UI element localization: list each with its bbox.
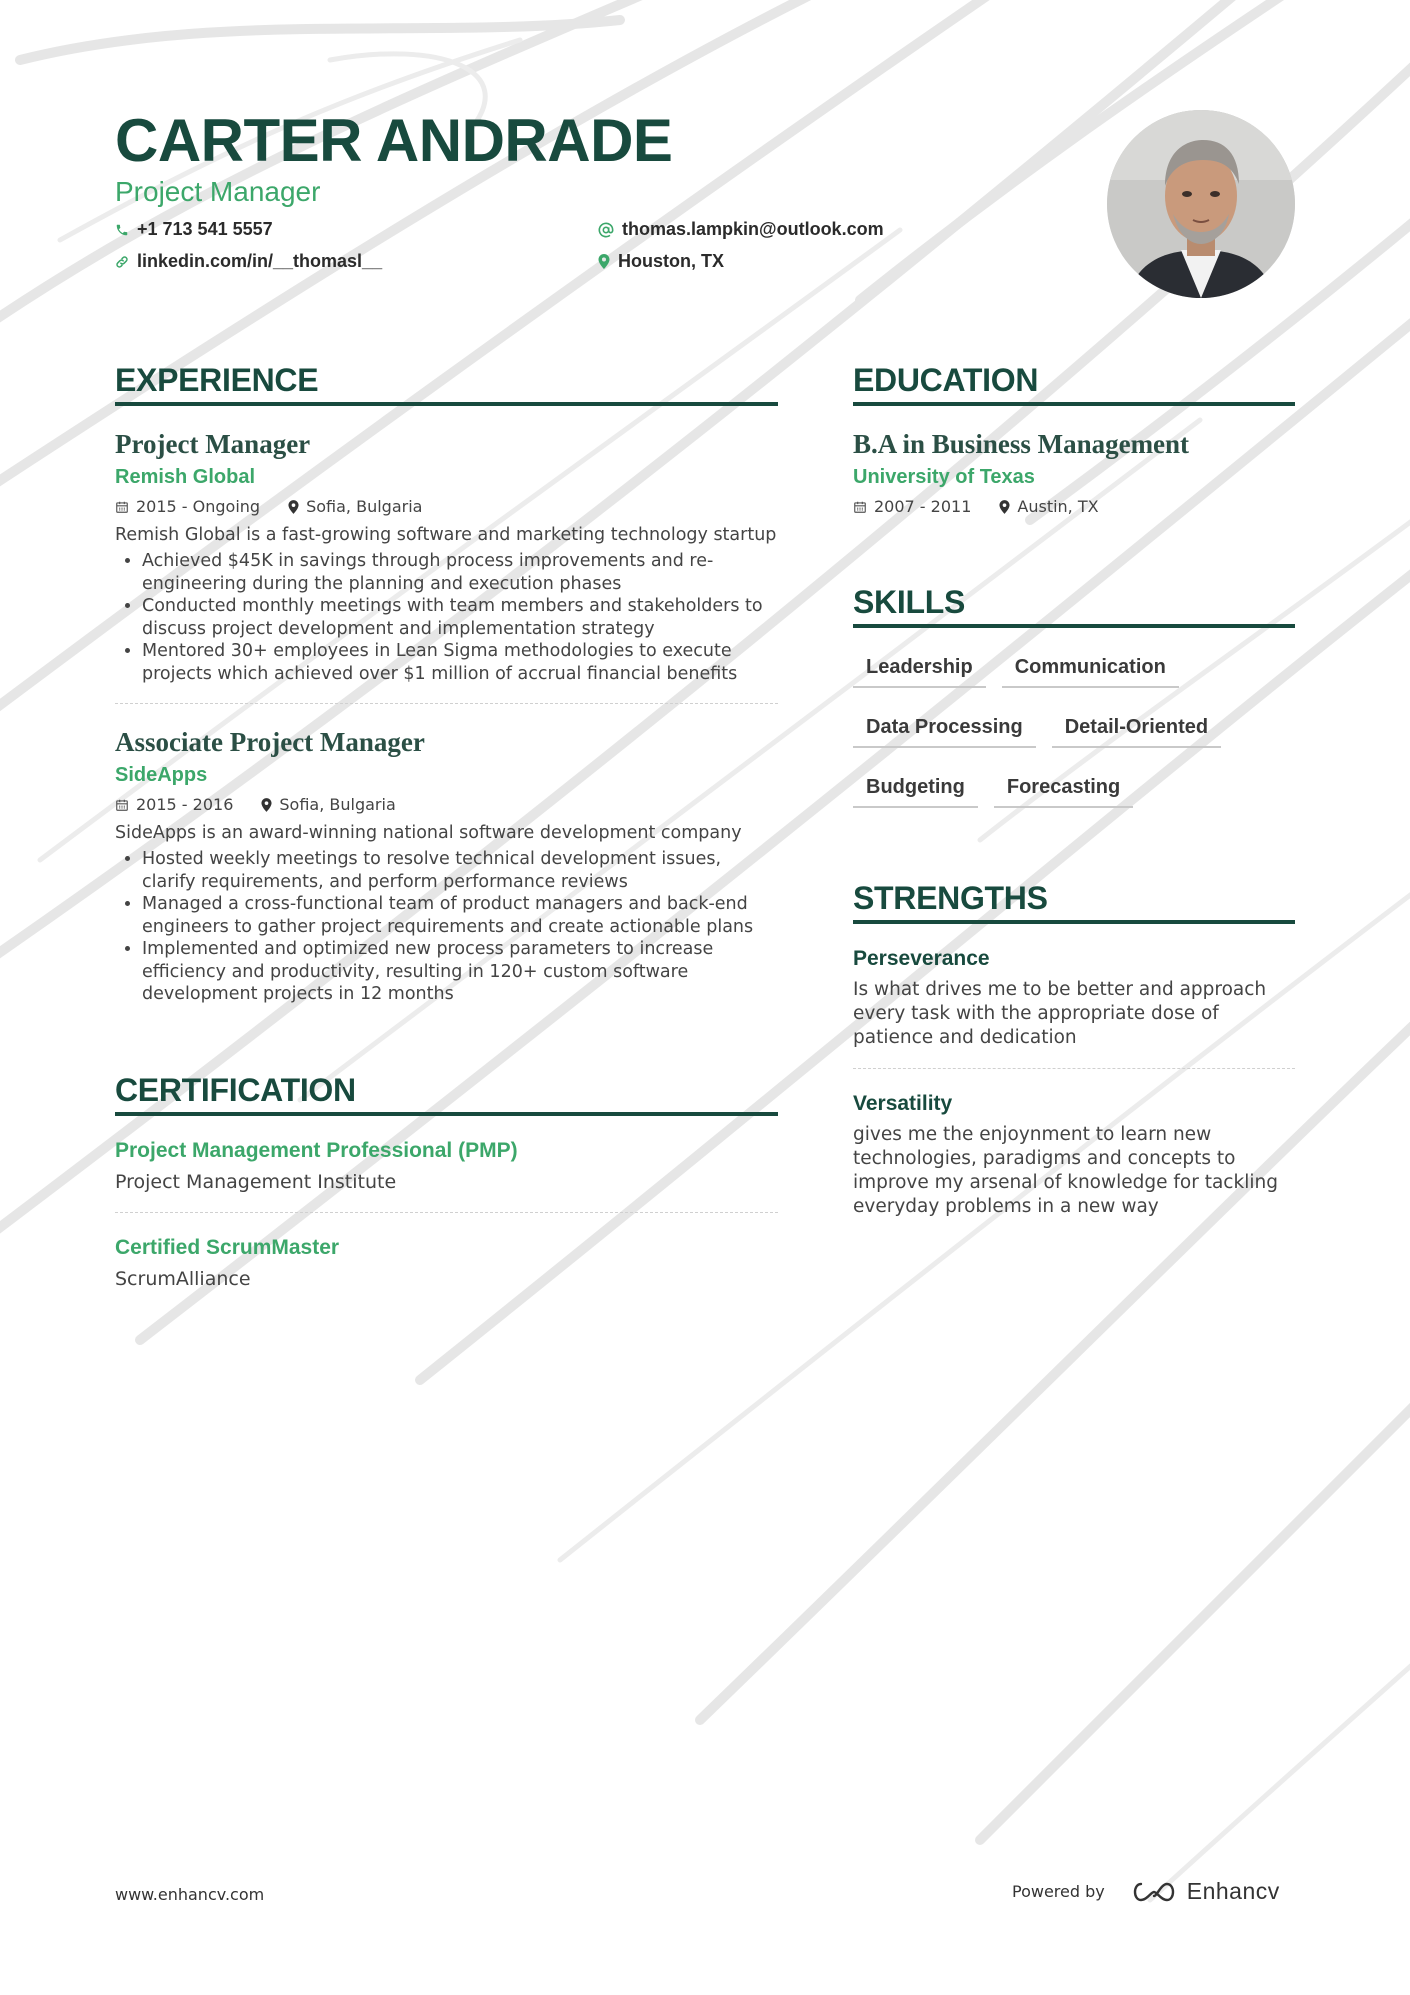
strength-description: gives me the enjoynment to learn new technologies, paradigms and concepts to improve my arsenal of knowledge for tackling everyday problems in a new way bbox=[853, 1124, 1278, 1217]
skills-heading: SKILLS bbox=[853, 582, 1295, 628]
job-dates-text: 2015 - 2016 bbox=[136, 795, 234, 814]
experience-entry bbox=[115, 428, 778, 704]
skill-tag: Detail-Oriented bbox=[1052, 710, 1221, 748]
contact-linkedin[interactable] bbox=[115, 251, 382, 272]
entry-divider bbox=[115, 1212, 778, 1213]
location-pin-icon bbox=[598, 254, 610, 269]
calendar-icon bbox=[115, 798, 129, 812]
certification-name: Certified ScrumMaster bbox=[115, 1235, 340, 1259]
degree-title: B.A in Business Management bbox=[853, 429, 1190, 459]
achievement-item: • Mentored 30+ employees in Lean Sigma methodologies to execute projects which achieved over $1 million of accrual financial benefits bbox=[142, 640, 778, 685]
job-dates bbox=[115, 496, 260, 518]
school-name: University of Texas bbox=[853, 466, 1035, 488]
education-location-text: Austin, TX bbox=[1017, 497, 1099, 516]
link-icon bbox=[115, 255, 129, 269]
location-text: Houston, TX bbox=[618, 251, 724, 271]
education-meta bbox=[853, 496, 1295, 518]
location-pin-icon bbox=[288, 500, 299, 514]
skill-tag: Budgeting bbox=[853, 770, 978, 808]
achievement-list bbox=[115, 848, 778, 1006]
portrait-illustration bbox=[1107, 110, 1295, 298]
job-location bbox=[261, 794, 395, 816]
left-column bbox=[115, 360, 778, 1291]
job-dates bbox=[115, 794, 233, 816]
skill-tag: Communication bbox=[1002, 650, 1179, 688]
contact-location bbox=[598, 251, 724, 272]
right-column bbox=[853, 360, 1295, 1219]
at-icon bbox=[598, 222, 614, 238]
education-heading: EDUCATION bbox=[853, 360, 1295, 406]
strength-description: Is what drives me to be better and approach every task with the appropriate dose of patience and dedication bbox=[853, 979, 1267, 1048]
certification-entry bbox=[115, 1235, 778, 1291]
strength-entry bbox=[853, 1091, 1295, 1219]
entry-divider bbox=[115, 703, 778, 704]
achievement-list bbox=[115, 550, 778, 685]
calendar-icon bbox=[115, 500, 129, 514]
contact-email[interactable] bbox=[598, 219, 884, 240]
skills-list bbox=[853, 650, 1295, 830]
certification-issuer: Project Management Institute bbox=[115, 1170, 397, 1193]
strength-entry bbox=[853, 946, 1295, 1069]
achievement-item: • Conducted monthly meetings with team members and stakeholders to discuss project development and implementation strategy bbox=[142, 595, 778, 640]
enhancv-logo-icon bbox=[1131, 1880, 1177, 1904]
company-name: Remish Global bbox=[115, 466, 256, 488]
skill-tag: Data Processing bbox=[853, 710, 1036, 748]
experience-heading: EXPERIENCE bbox=[115, 360, 778, 406]
candidate-role: Project Manager bbox=[115, 176, 321, 207]
location-pin-icon bbox=[261, 798, 272, 812]
job-title: Associate Project Manager bbox=[115, 727, 425, 757]
job-location-text: Sofia, Bulgaria bbox=[306, 497, 423, 516]
company-name: SideApps bbox=[115, 764, 208, 786]
location-pin-icon bbox=[999, 500, 1010, 514]
experience-entry bbox=[115, 726, 778, 1006]
job-dates-text: 2015 - Ongoing bbox=[136, 497, 261, 516]
email-text: thomas.lampkin@outlook.com bbox=[622, 219, 884, 239]
company-description: SideApps is an award-winning national software development company bbox=[115, 823, 742, 843]
brand-name: Enhancv bbox=[1186, 1878, 1280, 1904]
achievement-item: • Hosted weekly meetings to resolve technical development issues, clarify requirements, and perform performance reviews bbox=[142, 848, 778, 893]
candidate-name: CARTER ANDRADE bbox=[115, 107, 673, 174]
avatar bbox=[1107, 110, 1295, 298]
calendar-icon bbox=[853, 500, 867, 514]
job-title: Project Manager bbox=[115, 429, 311, 459]
job-location-text: Sofia, Bulgaria bbox=[279, 795, 396, 814]
certification-issuer: ScrumAlliance bbox=[115, 1267, 251, 1290]
phone-text: +1 713 541 5557 bbox=[137, 219, 273, 239]
education-dates bbox=[853, 496, 971, 518]
strength-name: Versatility bbox=[853, 1092, 953, 1115]
linkedin-text: linkedin.com/in/__thomasl__ bbox=[137, 251, 383, 271]
strength-name: Perseverance bbox=[853, 947, 990, 970]
company-description: Remish Global is a fast-growing software and marketing technology startup bbox=[115, 525, 777, 545]
achievement-item: • Achieved $45K in savings through process improvements and re-engineering during the planning and execution phases bbox=[142, 550, 778, 595]
strengths-heading: STRENGTHS bbox=[853, 878, 1295, 924]
achievement-item: • Implemented and optimized new process parameters to increase efficiency and productivity, resulting in 120+ custom software development projects in 12 months bbox=[142, 938, 778, 1006]
education-entry bbox=[853, 428, 1295, 518]
job-meta bbox=[115, 496, 778, 518]
footer-branding[interactable] bbox=[1012, 1878, 1280, 1905]
achievement-item: • Managed a cross-functional team of product managers and back-end engineers to gather project requirements and create actionable plans bbox=[142, 893, 778, 938]
skill-tag: Leadership bbox=[853, 650, 986, 688]
powered-by-text: Powered by bbox=[1012, 1882, 1105, 1901]
certification-name: Project Management Professional (PMP) bbox=[115, 1138, 518, 1162]
skill-tag: Forecasting bbox=[994, 770, 1133, 808]
job-meta bbox=[115, 794, 778, 816]
certification-heading: CERTIFICATION bbox=[115, 1070, 778, 1116]
education-dates-text: 2007 - 2011 bbox=[874, 497, 972, 516]
entry-divider bbox=[853, 1068, 1295, 1069]
education-location bbox=[999, 496, 1098, 518]
footer-website[interactable]: www.enhancv.com bbox=[115, 1885, 265, 1904]
phone-icon bbox=[115, 223, 129, 237]
certification-entry bbox=[115, 1138, 778, 1213]
contact-phone[interactable] bbox=[115, 219, 273, 240]
job-location bbox=[288, 496, 422, 518]
